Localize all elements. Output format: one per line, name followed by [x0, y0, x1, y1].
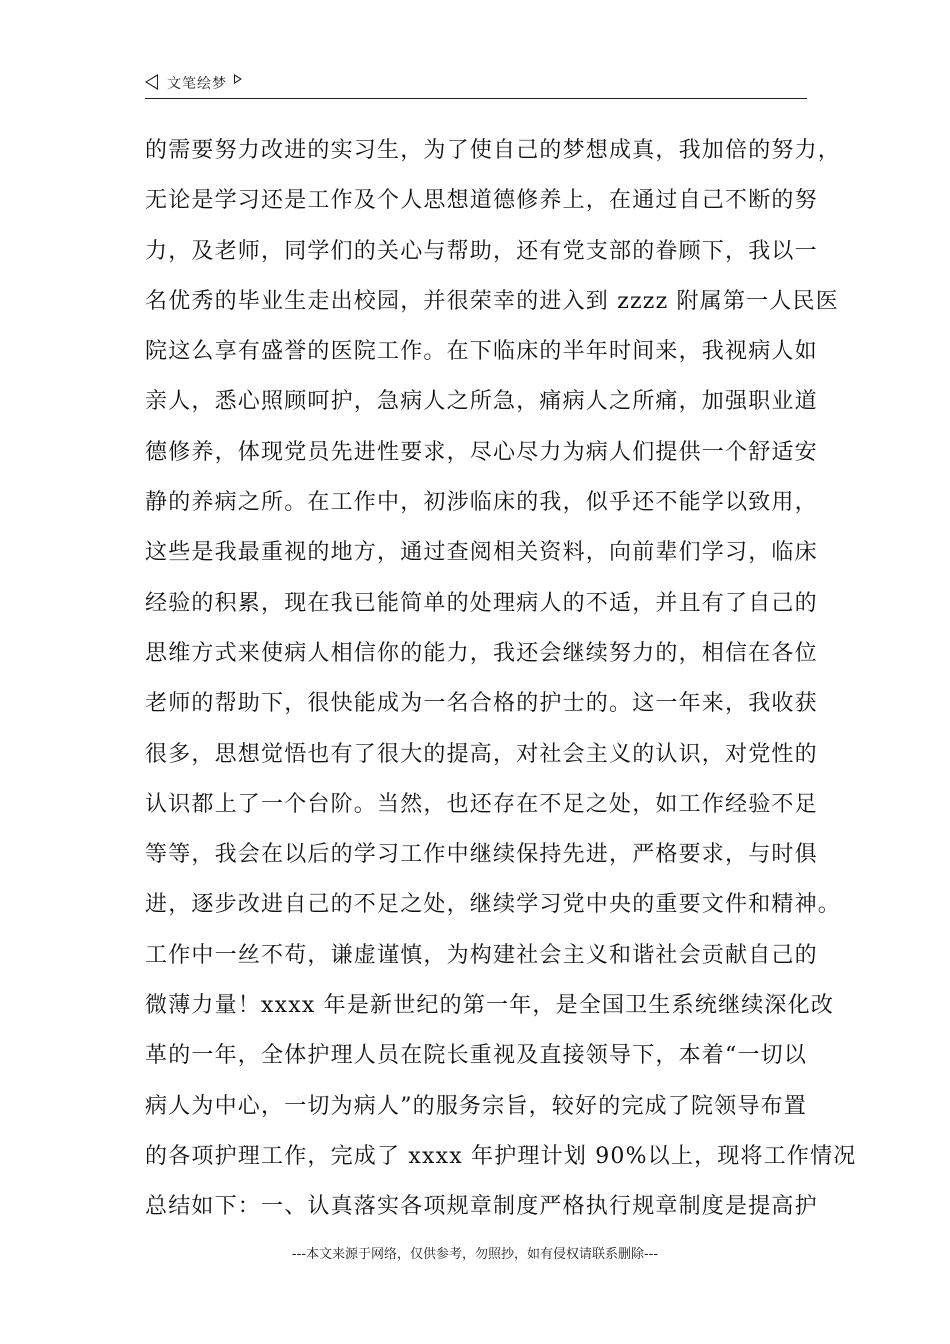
text-line: 的各项护理工作，完成了 xxxx 年护理计划 90%以上，现将工作情况 — [145, 1143, 857, 1169]
text-line: 总结如下：一、认真落实各项规章制度严格执行规章制度是提高护 — [145, 1194, 818, 1220]
triangle-right-icon — [234, 74, 242, 84]
text-line: 微薄力量！xxxx 年是新世纪的第一年，是全国卫生系统继续深化改 — [145, 993, 835, 1019]
text-line: 力，及老师，同学们的关心与帮助，还有党支部的眷顾下，我以一 — [145, 238, 818, 264]
page-header — [145, 72, 807, 99]
text-line: 等等，我会在以后的学习工作中继续保持先进，严格要求，与时俱 — [145, 842, 818, 868]
text-line: 静的养病之所。在工作中，初涉临床的我，似乎还不能学以致用， — [145, 490, 818, 516]
text-line: 工作中一丝不苟，谦虚谨慎，为构建社会主义和谐社会贡献自己的 — [145, 942, 818, 968]
text-line: 革的一年，全体护理人员在院长重视及直接领导下，本着“一切以 — [145, 1043, 808, 1069]
text-line: 很多，思想觉悟也有了很大的提高，对社会主义的认识，对党性的 — [145, 741, 818, 767]
text-line: 进，逐步改进自己的不足之处，继续学习党中央的重要文件和精神。 — [145, 892, 842, 918]
header-title: 文笔绘梦 — [167, 76, 227, 92]
text-line: 思维方式来使病人相信你的能力，我还会继续努力的，相信在各位 — [145, 640, 818, 666]
text-line: 这些是我最重视的地方，通过查阅相关资料，向前辈们学习，临床 — [145, 540, 818, 566]
triangle-left-icon — [145, 74, 158, 90]
document-body — [145, 130, 857, 1237]
text-line: 老师的帮助下，很快能成为一名合格的护士的。这一年来，我收获 — [145, 691, 818, 717]
text-line: 名优秀的毕业生走出校园，并很荣幸的进入到 zzzz 附属第一人民医 — [145, 288, 839, 314]
text-line: 无论是学习还是工作及个人思想道德修养上，在通过自己不断的努 — [145, 188, 818, 214]
text-line: 亲人，悉心照顾呵护，急病人之所急，痛病人之所痛，加强职业道 — [145, 389, 818, 415]
footer-disclaimer: ---本文来源于网络，仅供参考，勿照抄，如有侵权请联系删除--- — [291, 1247, 659, 1262]
text-line: 病人为中心，一切为病人”的服务宗旨，较好的完成了院领导布置 — [145, 1093, 808, 1119]
text-line: 院这么享有盛誉的医院工作。在下临床的半年时间来，我视病人如 — [145, 339, 818, 365]
text-line: 的需要努力改进的实习生，为了使自己的梦想成真，我加倍的努力， — [145, 138, 842, 163]
text-line: 德修养，体现党员先进性要求，尽心尽力为病人们提供一个舒适安 — [145, 439, 818, 465]
text-line: 认识都上了一个台阶。当然，也还存在不足之处，如工作经验不足 — [145, 791, 818, 817]
text-line: 经验的积累，现在我已能简单的处理病人的不适，并且有了自己的 — [145, 590, 818, 616]
